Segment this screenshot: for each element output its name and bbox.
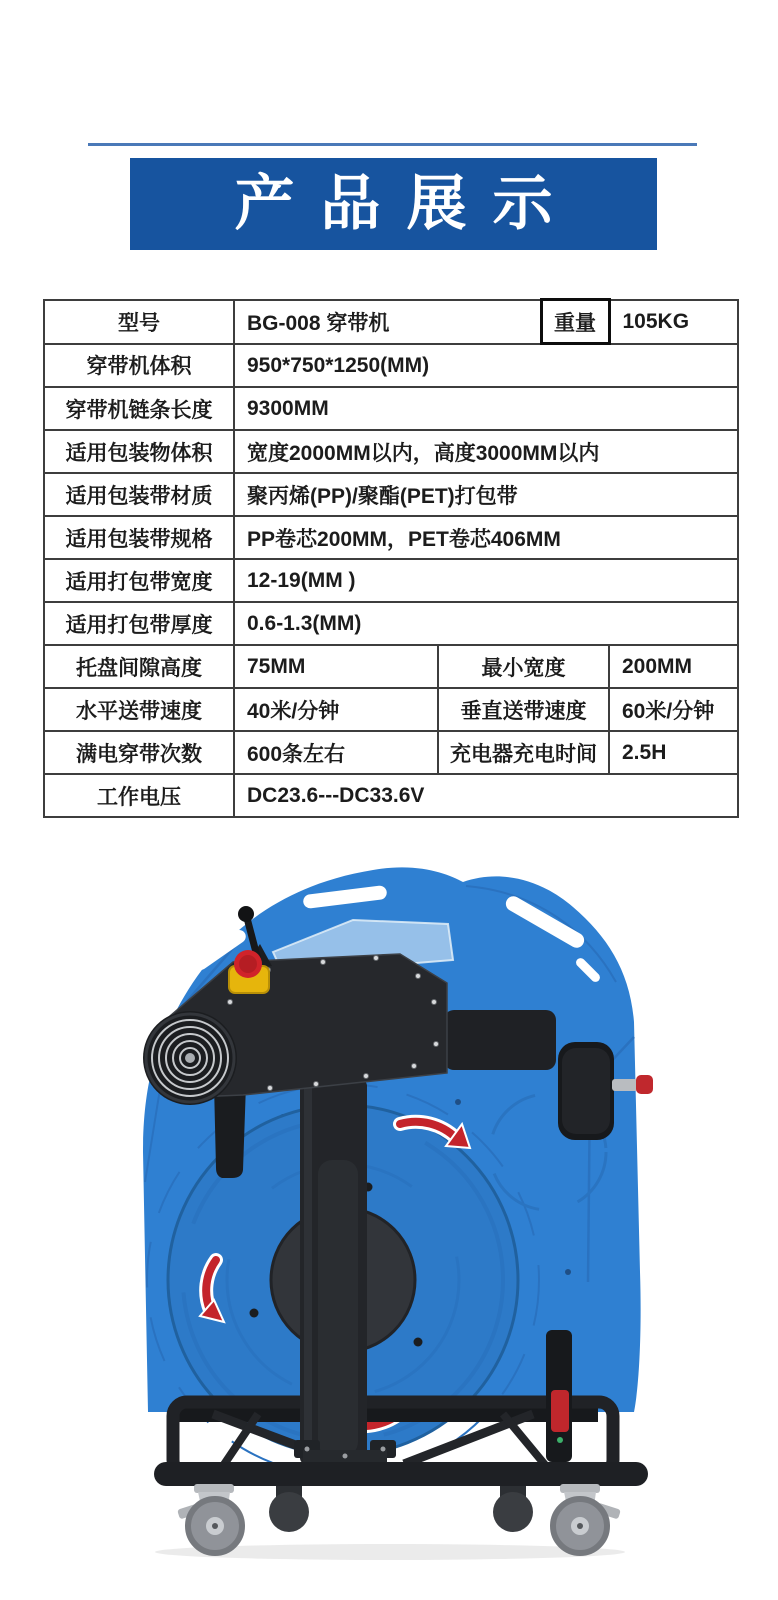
spec-row-package-size [44, 430, 738, 473]
spec-label: 充电器充电时间 [438, 731, 609, 774]
spec-value-weight: 105KG [609, 300, 738, 344]
spec-value: BG-008 穿带机 [234, 300, 541, 344]
spec-label: 水平送带速度 [44, 688, 234, 731]
spec-label: 适用包装带规格 [44, 516, 234, 559]
spec-value: DC23.6---DC33.6V [234, 774, 738, 817]
spec-row-feed-speed [44, 688, 738, 731]
section-banner [130, 158, 657, 250]
spec-value: 0.6-1.3(MM) [234, 602, 738, 645]
spec-value: 600条左右 [234, 731, 438, 774]
spec-row-model [44, 300, 738, 344]
spec-row-strap-count [44, 731, 738, 774]
spec-value: 60米/分钟 [609, 688, 738, 731]
spec-value: 聚丙烯(PP)/聚酯(PET)打包带 [234, 473, 738, 516]
spec-row-chain-length [44, 387, 738, 430]
spec-label: 工作电压 [44, 774, 234, 817]
crank-shaft [612, 1079, 638, 1091]
caster-wheel [553, 1484, 621, 1553]
section-title: 产品展示 [234, 170, 579, 237]
spec-row-strap-width [44, 559, 738, 602]
spec-label: 满电穿带次数 [44, 731, 234, 774]
spec-label-weight: 重量 [541, 300, 609, 344]
caster-wheel [177, 1484, 242, 1553]
spec-value: 40米/分钟 [234, 688, 438, 731]
spec-label: 适用打包带宽度 [44, 559, 234, 602]
spec-row-strap-material [44, 473, 738, 516]
spec-label: 型号 [44, 300, 234, 344]
spec-value: 950*750*1250(MM) [234, 344, 738, 388]
spec-value: 宽度2000MM以内，高度3000MM以内 [234, 430, 738, 473]
spec-label: 穿带机体积 [44, 344, 234, 388]
crank-handle [558, 1042, 653, 1140]
spec-value: 9300MM [234, 387, 738, 430]
spec-row-voltage [44, 774, 738, 817]
crank-red-tip [636, 1075, 653, 1094]
spec-value: 75MM [234, 645, 438, 688]
spec-label: 最小宽度 [438, 645, 609, 688]
spec-label: 适用包装带材质 [44, 473, 234, 516]
spec-row-machine-volume [44, 344, 738, 388]
spec-label: 托盘间隙高度 [44, 645, 234, 688]
spec-value: 2.5H [609, 731, 738, 774]
spec-row-strap-thickness [44, 602, 738, 645]
charger-bracket [546, 1330, 572, 1462]
spec-row-pallet-gap [44, 645, 738, 688]
spec-table [43, 298, 739, 818]
spec-value: 12-19(MM ) [234, 559, 738, 602]
spec-label: 穿带机链条长度 [44, 387, 234, 430]
spec-label: 垂直送带速度 [438, 688, 609, 731]
charger-led [557, 1437, 563, 1443]
spec-value: PP卷芯200MM，PET卷芯406MM [234, 516, 738, 559]
spec-label: 适用包装物体积 [44, 430, 234, 473]
cart-bottom-rail [154, 1462, 648, 1486]
product-photo [118, 852, 663, 1562]
caster-wheel [269, 1482, 309, 1532]
spec-row-strap-spec [44, 516, 738, 559]
caster-wheel [493, 1482, 533, 1532]
fan-grille [143, 1011, 237, 1105]
spec-label: 适用打包带厚度 [44, 602, 234, 645]
charger-red [551, 1390, 569, 1432]
accent-line [88, 143, 697, 146]
spec-value: 200MM [609, 645, 738, 688]
